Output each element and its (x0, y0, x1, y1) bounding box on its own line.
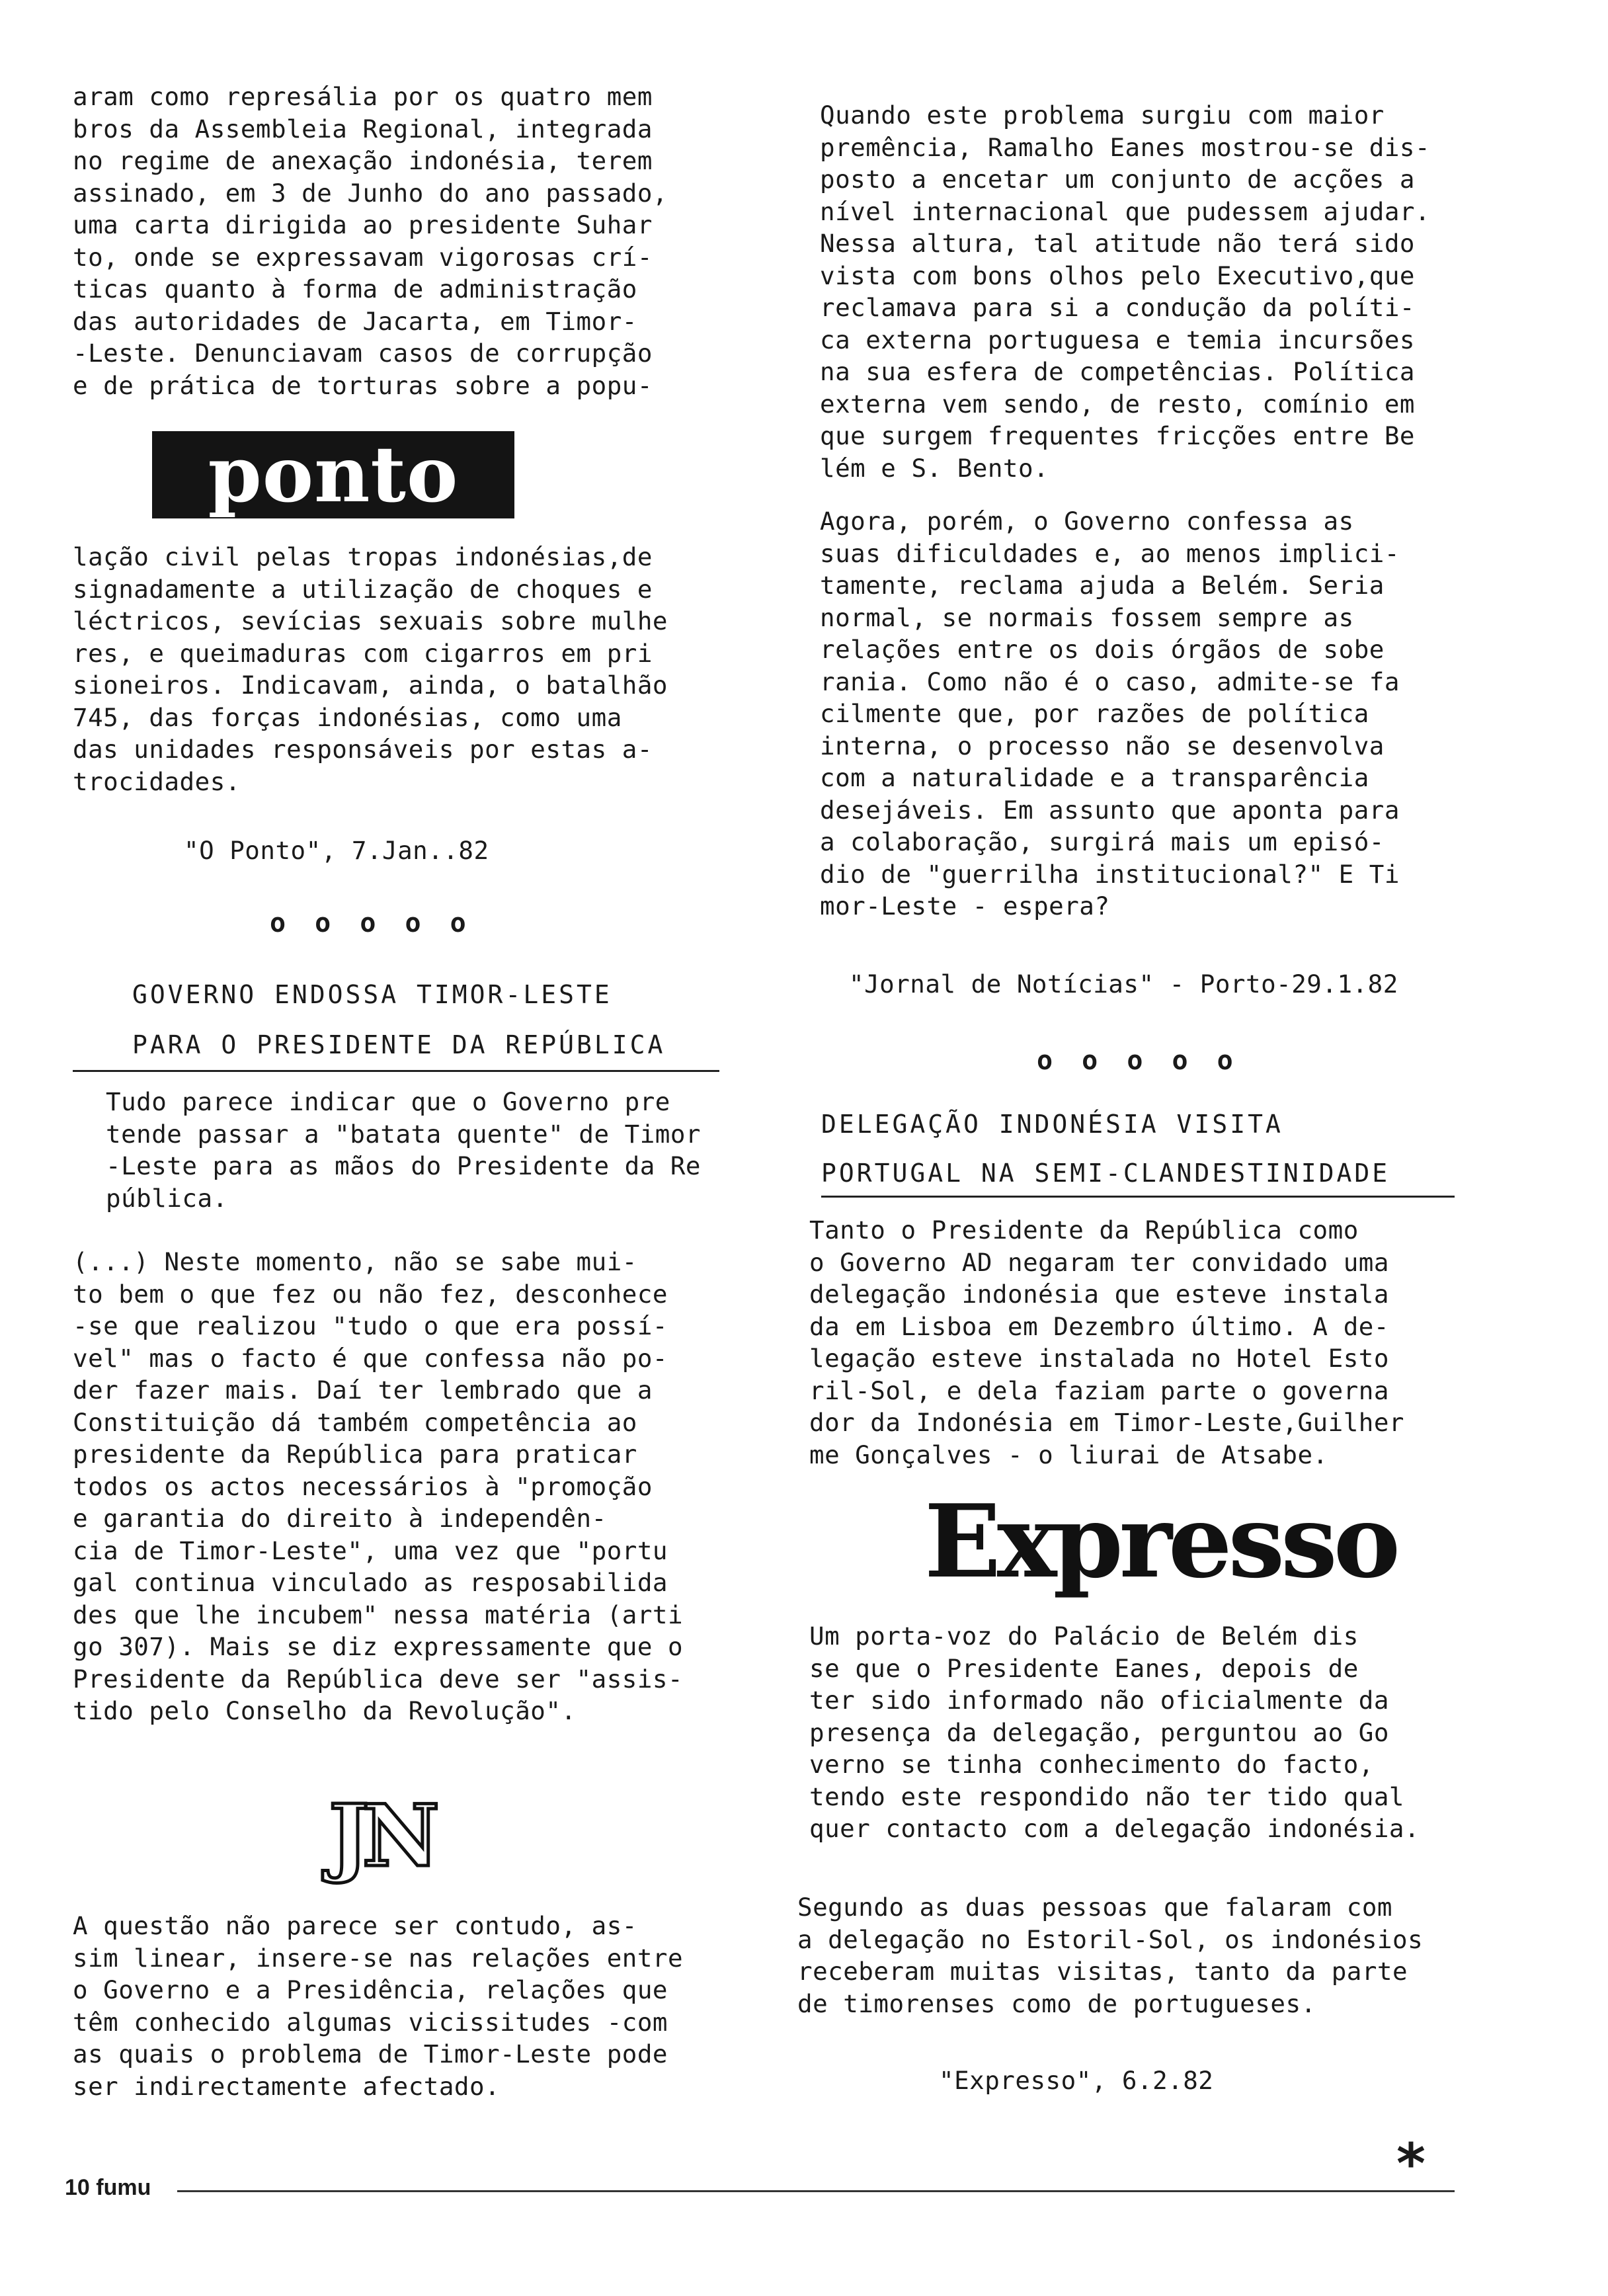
text-line: tendo este respondido não ter tido qual (809, 1782, 1404, 1811)
text-line: com a naturalidade e a transparência (820, 763, 1369, 792)
text-line: lém e S. Bento. (820, 453, 1049, 483)
text-line: relações entre os dois órgãos de sobe (820, 635, 1385, 664)
text-line: a delegação no Estoril-Sol, os indonésios (797, 1924, 1424, 1954)
right-paragraph-2-wrap (820, 505, 1400, 922)
text-line: Segundo as duas pessoas que falaram com (797, 1893, 1392, 1922)
heading-rule-right (821, 1196, 1455, 1198)
right-paragraph-2 (820, 505, 1400, 922)
heading-delegacao-indonesia: DELEGAÇÃO INDONÉSIA VISITA (821, 1110, 1283, 1139)
o-ponto-logo: ponto (152, 431, 514, 518)
expresso-logo: Expresso (924, 1482, 1397, 1600)
text-line: receberam muitas visitas, tanto da parte (797, 1957, 1408, 1986)
text-line: tende passar a "batata quente" de Timor (106, 1119, 701, 1149)
text-line: signadamente a utilização de choques e (73, 574, 653, 604)
text-line: uma carta dirigida ao presidente Suhar (73, 210, 653, 239)
text-line: ril-Sol, e dela faziam parte o governa (809, 1375, 1389, 1405)
right-paragraph-3-wrap (809, 1214, 1404, 1471)
text-line: Constituição dá também competência ao (73, 1407, 637, 1437)
text-line: A questão não parece ser contudo, as- (73, 1911, 637, 1940)
source-o-ponto: "O Ponto", 7.Jan..82 (184, 836, 489, 865)
text-line: das autoridades de Jacarta, em Timor- (73, 306, 637, 336)
text-line: vel" mas o facto é que confessa não po- (73, 1343, 668, 1373)
text-line: posto a encetar um conjunto de acções a (820, 165, 1415, 194)
text-line: der fazer mais. Daí ter lembrado que a (73, 1375, 653, 1405)
text-line: des que lhe incubem" nessa matéria (arti (73, 1600, 684, 1629)
text-line: premência, Ramalho Eanes mostrou-se dis- (820, 132, 1431, 162)
text-line: res, e queimaduras com cigarros em pri (73, 638, 653, 668)
text-line: cilmente que, por razões de política (820, 699, 1369, 728)
text-line: Agora, porém, o Governo confessa as (820, 507, 1354, 536)
left-paragraph-3-wrap (106, 1086, 701, 1214)
separator-dots-2: o o o o o (1037, 1046, 1240, 1076)
text-line: interna, o processo não se desenvolva (820, 731, 1385, 760)
text-line: tamente, reclama ajuda a Belém. Seria (820, 571, 1385, 600)
text-line: léctricos, sevícias sexuais sobre mulhe (73, 606, 668, 636)
text-line: dio de "guerrilha institucional?" E Ti (820, 859, 1400, 889)
text-line: presença da delegação, perguntou ao Go (809, 1717, 1389, 1747)
text-line: rania. Como não é o caso, admite-se fa (820, 667, 1400, 696)
text-line: ca externa portuguesa e temia incursões (820, 325, 1415, 354)
footer-rule (177, 2190, 1455, 2192)
text-line: ser indirectamente afectado. (73, 2071, 501, 2101)
text-line: a colaboração, surgirá mais um episó- (820, 827, 1385, 856)
source-jornal-de-noticias: "Jornal de Notícias" - Porto-29.1.82 (849, 969, 1398, 999)
end-star-icon: * (1396, 2131, 1426, 2196)
heading-para-o-presidente: PARA O PRESIDENTE DA REPÚBLICA (132, 1030, 666, 1059)
text-line: me Gonçalves - o liurai de Atsabe. (809, 1440, 1328, 1469)
text-line: 745, das forças indonésias, como uma (73, 702, 622, 732)
text-line: nível internacional que pudessem ajudar. (820, 196, 1431, 226)
heading-portugal-semi: PORTUGAL NA SEMI-CLANDESTINIDADE (821, 1159, 1390, 1188)
text-line: -Leste. Denunciavam casos de corrupção (73, 339, 653, 368)
text-line: Presidente da República deve ser "assis- (73, 1664, 684, 1694)
text-line: as quais o problema de Timor-Leste pode (73, 2039, 668, 2069)
text-line: o Governo AD negaram ter convidado uma (809, 1247, 1389, 1277)
page-number: 10 fumu (65, 2175, 151, 2200)
text-line: reclamava para si a condução da políti- (820, 293, 1415, 322)
text-line: lação civil pelas tropas indonésias,de (73, 542, 653, 571)
left-paragraph-5-wrap (73, 1910, 683, 2102)
text-line: cia de Timor-Leste", uma vez que "portu (73, 1536, 668, 1565)
text-line: suas dificuldades e, ao menos implici- (820, 538, 1400, 568)
text-line: e de prática de torturas sobre a popu- (73, 370, 653, 400)
text-line: se que o Presidente Eanes, depois de (809, 1653, 1359, 1683)
text-line: vista com bons olhos pelo Executivo,que (820, 261, 1415, 290)
left-paragraph-2 (73, 541, 721, 798)
text-line: to bem o que fez ou não fez, desconhece (73, 1279, 668, 1309)
text-line: gal continua vinculado as resposabilida (73, 1568, 668, 1597)
text-line: trocidades. (73, 766, 241, 796)
right-paragraph-5 (797, 1891, 1423, 2020)
text-line: Quando este problema surgiu com maior (820, 101, 1385, 130)
text-line: ter sido informado não oficialmente da (809, 1686, 1389, 1715)
separator-dots-1: o o o o o (270, 908, 473, 938)
text-line: mor-Leste - espera? (820, 891, 1110, 921)
text-line: sioneiros. Indicavam, ainda, o batalhão (73, 671, 668, 700)
text-line: assinado, em 3 de Junho do ano passado, (73, 178, 668, 208)
text-line: todos os actos necessários à "promoção (73, 1471, 653, 1501)
left-paragraph-1 (73, 81, 721, 401)
text-line: na sua esfera de competências. Política (820, 357, 1415, 386)
text-line: Um porta-voz do Palácio de Belém dis (809, 1621, 1359, 1651)
text-line: Tudo parece indicar que o Governo pre (106, 1087, 670, 1116)
right-paragraph-5-wrap (797, 1891, 1423, 2020)
text-line: e garantia do direito à independên- (73, 1504, 607, 1533)
text-line: no regime de anexação indonésia, terem (73, 146, 653, 175)
left-column (73, 81, 721, 401)
text-line: pública. (106, 1183, 228, 1213)
text-line: quer contacto com a delegação indonésia. (809, 1814, 1420, 1843)
text-line: verno se tinha conhecimento do facto, (809, 1750, 1374, 1779)
left-paragraph-4-wrap (73, 1246, 683, 1727)
right-paragraph-4 (809, 1620, 1420, 1845)
left-paragraph-2-wrap (73, 541, 721, 798)
text-line: dor da Indonésia em Timor-Leste,Guilher (809, 1408, 1404, 1437)
right-paragraph-1-wrap (820, 99, 1430, 484)
text-line: presidente da República para praticar (73, 1440, 637, 1469)
jornal-de-noticias-logo: JN (329, 1787, 433, 1886)
text-line: desejáveis. Em assunto que aponta para (820, 795, 1400, 825)
text-line: go 307). Mais se diz expressamente que o (73, 1632, 684, 1661)
text-line: tido pelo Conselho da Revolução". (73, 1696, 577, 1725)
text-line: legação esteve instalada no Hotel Esto (809, 1344, 1389, 1373)
text-line: bros da Assembleia Regional, integrada (73, 114, 653, 144)
left-paragraph-3 (106, 1086, 701, 1214)
text-line: têm conhecido algumas vicissitudes -com (73, 2007, 668, 2037)
text-line: das unidades responsáveis por estas a- (73, 735, 653, 764)
text-line: externa vem sendo, de resto, comínio em (820, 389, 1415, 419)
left-paragraph-5 (73, 1910, 683, 2102)
text-line: -Leste para as mãos do Presidente da Re (106, 1151, 701, 1180)
text-line: to, onde se expressavam vigorosas crí- (73, 242, 653, 272)
text-line: normal, se normais fossem sempre as (820, 602, 1354, 632)
right-paragraph-3 (809, 1214, 1404, 1471)
left-paragraph-4 (73, 1246, 683, 1727)
text-line: da em Lisboa em Dezembro último. A de- (809, 1311, 1389, 1341)
text-line: de timorenses como de portugueses. (797, 1988, 1316, 2018)
source-expresso: "Expresso", 6.2.82 (939, 2066, 1214, 2095)
heading-governo-endossa: GOVERNO ENDOSSA TIMOR-LESTE (132, 980, 612, 1009)
right-paragraph-4-wrap (809, 1620, 1420, 1845)
text-line: (...) Neste momento, não se sabe mui- (73, 1247, 637, 1276)
text-line: ticas quanto à forma de administração (73, 274, 637, 304)
text-line: Tanto o Presidente da República como (809, 1215, 1359, 1245)
text-line: Nessa altura, tal atitude não terá sido (820, 229, 1415, 258)
right-paragraph-1 (820, 99, 1430, 484)
text-line: que surgem frequentes fricções entre Be (820, 421, 1415, 450)
heading-rule-left (73, 1070, 719, 1072)
text-line: sim linear, insere-se nas relações entre (73, 1943, 684, 1973)
text-line: o Governo e a Presidência, relações que (73, 1975, 668, 2004)
text-line: aram como represália por os quatro mem (73, 82, 653, 111)
text-line: delegação indonésia que esteve instala (809, 1280, 1389, 1309)
text-line: -se que realizou "tudo o que era possí- (73, 1311, 668, 1340)
